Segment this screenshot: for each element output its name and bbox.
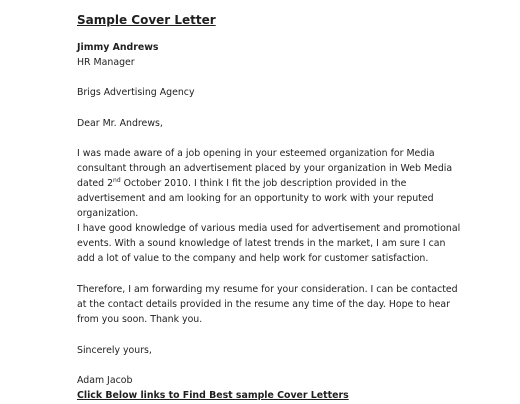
paragraph-2-line-1: I have good knowledge of various media used for advertisement and promotional [77,223,461,234]
paragraph-3-line-1: Therefore, I am forwarding my resume for your consideration. I can be contacted [77,284,458,295]
signature-name: Adam Jacob [77,375,133,386]
company-name: Brigs Advertising Agency [77,87,195,98]
paragraph-1-line-1: I was made aware of a job opening in your esteemed organization for Media [77,148,435,159]
paragraph-1-line-2: consultant through an advertisement placed by your organization in Web Media [77,163,453,174]
date-prefix: dated 2 [77,178,114,189]
paragraph-3-line-2: at the contact details provided in the resume any time of the day. Hope to hear [77,299,451,310]
date-ordinal: nd [113,176,121,184]
date-suffix: October 2010. I think I fit the job description provided in the [120,178,407,189]
paragraph-1-line-5: organization. [77,208,139,219]
salutation: Dear Mr. Andrews, [77,118,163,129]
sample-letters-link[interactable]: Click Below links to Find Best sample Cover Letters [77,390,349,401]
paragraph-3-line-3: from you soon. Thank you. [77,314,203,325]
paragraph-1-line-3 [77,176,406,192]
recipient-name: Jimmy Andrews [77,42,159,53]
paragraph-2-line-3: add a lot of value to the company and help work for customer satisfaction. [77,253,429,264]
closing: Sincerely yours, [77,345,152,356]
paragraph-1-line-4: advertisement and am looking for an opportunity to work with your reputed [77,193,434,204]
recipient-title: HR Manager [77,57,135,68]
letter-title: Sample Cover Letter [77,13,216,27]
paragraph-2-line-2: events. With a sound knowledge of latest trends in the market, I am sure I can [77,238,446,249]
